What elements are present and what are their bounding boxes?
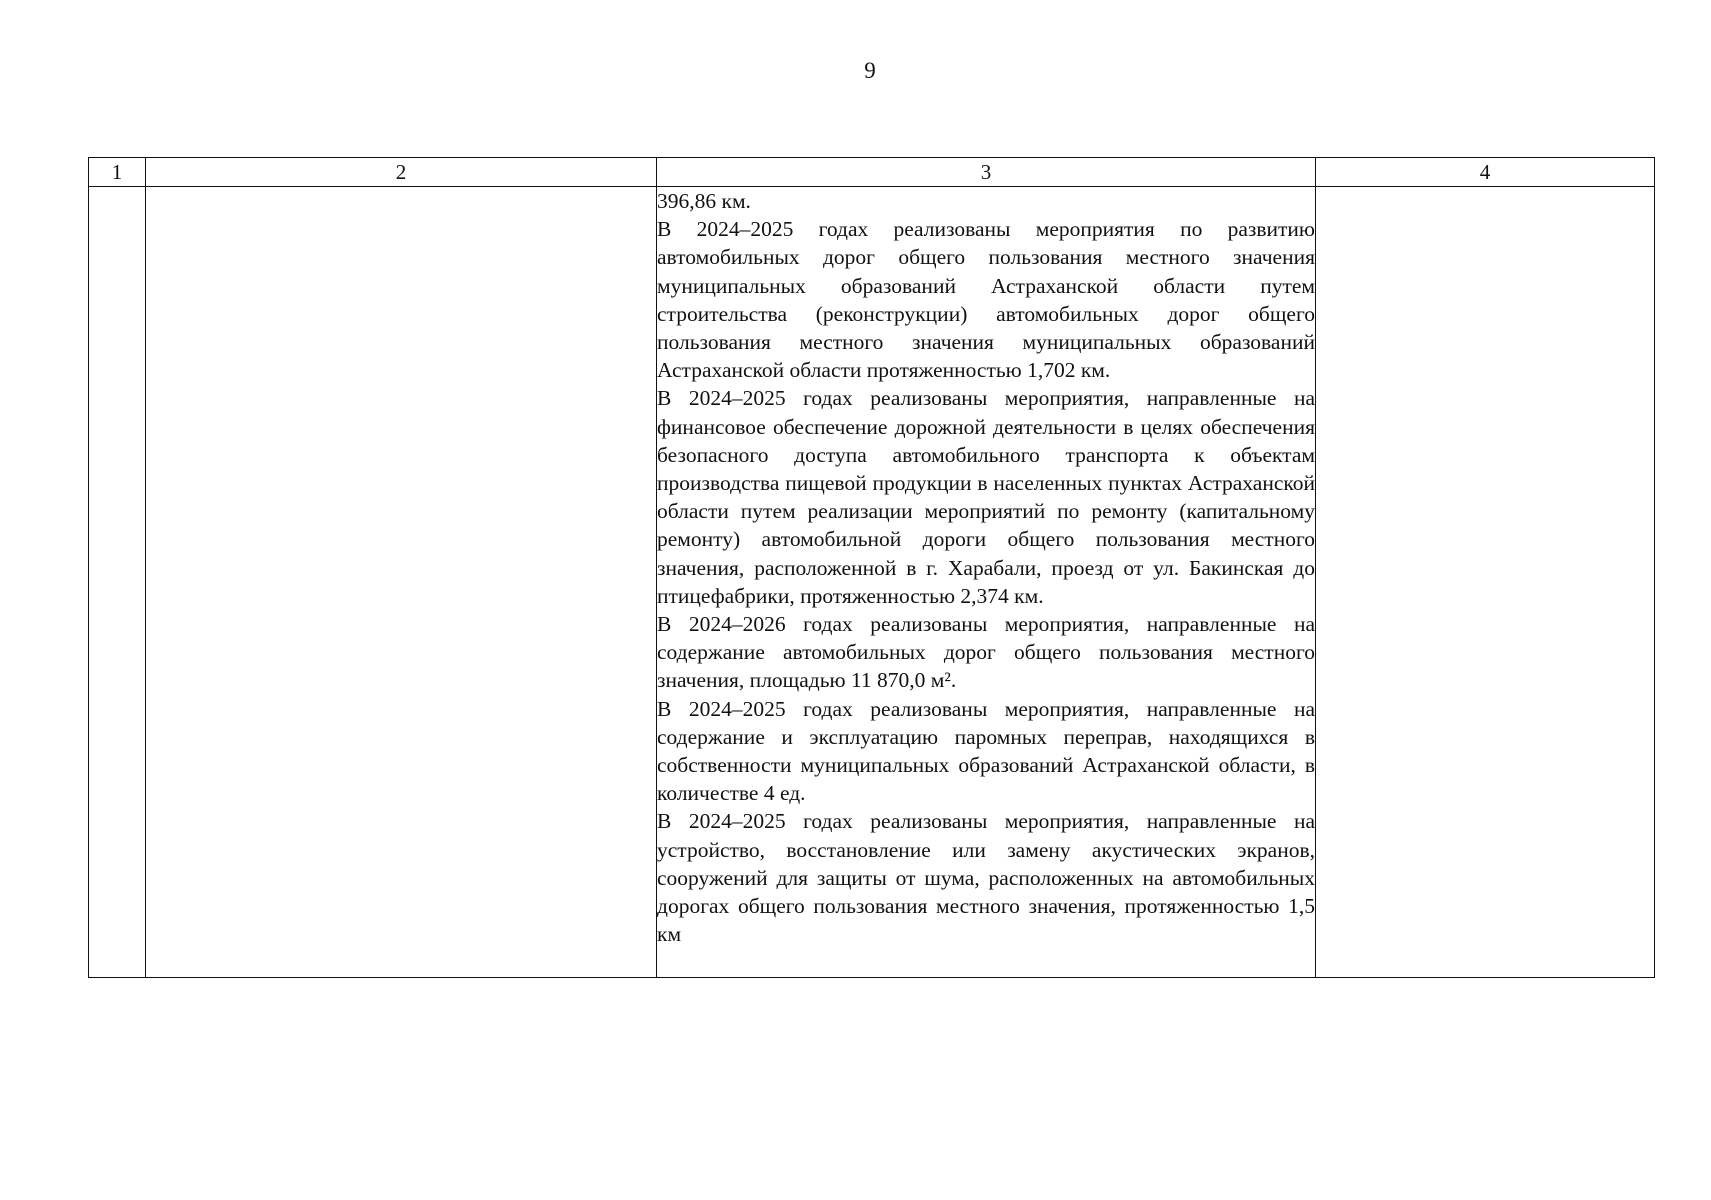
measure-paragraph: В 2024–2025 годах реализованы мероприятия, направленные на устройство, восстановление или замену акустических экранов, сооружений для защиты от шума, расположенных на автомобильных дорогах общего пользования местного значения, протяженностью 1,5 км (657, 809, 1315, 947)
cell-col3-measures (657, 187, 1316, 978)
column-header-2: 2 (146, 158, 657, 187)
column-header-4: 4 (1316, 158, 1655, 187)
measure-paragraph: В 2024–2025 годах реализованы мероприятия, направленные на содержание и эксплуатацию паромных переправ, находящихся в собственности муниципальных образований Астраханской области, в количестве 4 ед. (657, 696, 1315, 806)
measure-paragraph: В 2024–2026 годах реализованы мероприятия, направленные на содержание автомобильных дорог общего пользования местного значения, площадью 11 870,0 м². (657, 612, 1315, 693)
column-header-3: 3 (657, 158, 1316, 187)
measure-paragraph: В 2024–2025 годах реализованы мероприятия, направленные на финансовое обеспечение дорожной деятельности в целях обеспечения безопасного доступа автомобильного транспорта к объектам производства пищевой продукции в населенных пунктах Астраханской области путем реализации мероприятий по ремонту (капитальному ремонту) автомобильной дороги общего пользования местного значения, расположенной в г. Харабали, проезд от ул. Бакинская до птицефабрики, протяженностью 2,374 км. (657, 386, 1315, 608)
table-header-row (89, 158, 1655, 187)
column-header-1: 1 (89, 158, 146, 187)
measure-paragraph: В 2024–2025 годах реализованы мероприятия по развитию автомобильных дорог общего пользования местного значения муниципальных образований Астраханской области путем строительства (реконструкции) автомобильных дорог общего пользования местного значения муниципальных образований Астраханской области протяженностью 1,702 км. (657, 217, 1315, 383)
measure-paragraph: 396,86 км. (657, 189, 751, 213)
table-row (89, 187, 1655, 978)
cell-col2 (146, 187, 657, 978)
page-number: 9 (864, 58, 876, 83)
cell-col1 (89, 187, 146, 978)
cell-col4 (1316, 187, 1655, 978)
measures-table (88, 157, 1655, 978)
